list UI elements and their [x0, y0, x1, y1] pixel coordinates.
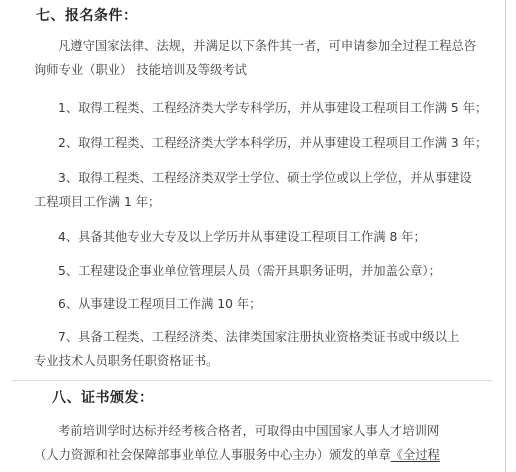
condition-item-1	[58, 96, 487, 120]
condition-item-4-line-1: 4、具备其他专业大专及以上学历并从事建设工程项目工作满 8 年；	[58, 230, 426, 244]
condition-item-5-line-1: 5、工程建设企事业单位管理层人员（需开具职务证明，并加盖公章）；	[58, 264, 441, 278]
condition-item-1-line-1: 1、取得工程类、工程经济类大学专科学历，并从事建设工程项目工作满 5 年；	[58, 101, 488, 115]
section-7-heading: 七、报名条件：	[36, 8, 138, 24]
condition-item-2	[58, 131, 487, 155]
condition-item-7-line-1: 7、具备工程类、工程经济类、法律类国家注册执业资格类证书或中级以上	[58, 330, 460, 344]
section-8-heading: 八、证书颁发：	[52, 390, 154, 406]
section-7-intro	[34, 34, 477, 82]
intro-line-1: 凡遵守国家法律、法规，并满足以下条件其一者，可申请参加全过程工程总咨	[58, 39, 477, 53]
condition-item-6-line-1: 6、从事建设工程项目工作满 10 年；	[58, 297, 262, 311]
condition-item-3	[34, 166, 472, 214]
section-divider	[12, 380, 492, 381]
condition-item-6	[58, 292, 261, 316]
certificate-line-2-text: （人力资源和社会保障部事业单位人事服务中心主办）颁发的单章	[34, 448, 391, 462]
intro-line-2: 询师专业（职业） 技能培训及等级考试	[34, 63, 247, 77]
condition-item-3-line-2: 工程项目工作满 1 年；	[34, 195, 161, 209]
condition-item-7-line-2: 专业技术人员职务任职资格证书。	[34, 354, 219, 368]
certificate-line-2	[34, 443, 440, 467]
condition-item-7	[34, 325, 460, 373]
condition-item-4	[58, 225, 426, 249]
certificate-line-1: 考前培训学时达标并经考核合格者，可取得由中国国家人事人才培训网	[58, 424, 440, 438]
section-8-paragraph	[34, 419, 440, 467]
certificate-link[interactable]: 《全过程	[390, 448, 440, 462]
page-edge-line	[505, 0, 506, 472]
condition-item-2-line-1: 2、取得工程类、工程经济类大学本科学历，并从事建设工程项目工作满 3 年；	[58, 136, 488, 150]
condition-item-3-line-1: 3、取得工程类、工程经济类双学士学位、硕士学位或以上学位，并从事建设	[58, 171, 472, 185]
condition-item-5	[58, 259, 441, 283]
